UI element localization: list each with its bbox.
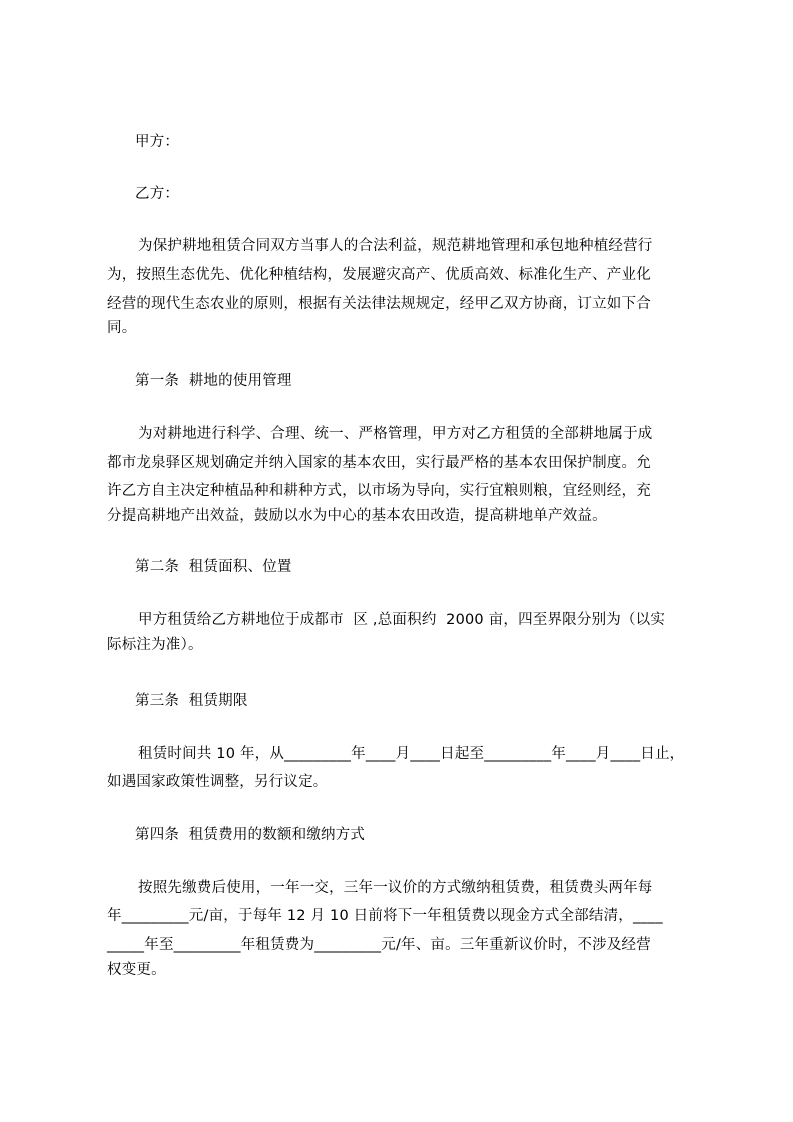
paragraph-line: 经营的现代生态农业的原则，根据有关法律法规规定，经甲乙双方协商，订立如下合 [107, 296, 651, 312]
paragraph-line: 权变更。 [107, 962, 166, 978]
paragraph-line: 同。 [107, 320, 137, 336]
paragraph-line: 如遇国家政策性调整，另行议定。 [107, 774, 328, 790]
paragraph-line: 为对耕地进行科学、合理、统一、严格管理，甲方对乙方租赁的全部耕地属于成 [138, 426, 653, 442]
article-2-heading: 第二条 租赁面积、位置 [135, 559, 292, 575]
paragraph-line: 年_________元/亩，于每年 12 月 10 日前将下一年租赁费以现金方式全部结清，____ [107, 908, 663, 924]
party-a-label: 甲方： [135, 134, 180, 150]
paragraph-line: 分提高耕地产出效益，鼓励以水为中心的基本农田改造，提高耕地单产效益。 [107, 508, 607, 524]
paragraph-line: 为，按照生态优先、优化种植结构，发展避灾高产、优质高效、标准化生产、产业化 [107, 267, 651, 283]
paragraph-line: 都市龙泉驿区规划确定并纳入国家的基本农田，实行最严格的基本农田保护制度。允 [107, 455, 651, 471]
article-3-heading: 第三条 租赁期限 [135, 693, 248, 709]
party-b-label: 乙方： [135, 186, 180, 202]
paragraph-line: _____年至_________年租赁费为_________元/年、亩。三年重新议价时，不涉及经营 [107, 937, 651, 953]
paragraph-line: 甲方租赁给乙方耕地位于成都市 区 ,总面积约 2000 亩，四至界限分别为（以实 [138, 612, 666, 628]
paragraph-line: 租赁时间共 10 年，从_________年____月____日起至_________年____月____日止， [138, 746, 685, 762]
article-4-heading: 第四条 租赁费用的数额和缴纳方式 [135, 827, 366, 843]
paragraph-line: 按照先缴费后使用，一年一交，三年一议价的方式缴纳租赁费，租赁费头两年每 [138, 880, 653, 896]
paragraph-line: 际标注为准）。 [107, 637, 203, 653]
article-1-heading: 第一条 耕地的使用管理 [135, 373, 292, 389]
paragraph-line: 许乙方自主决定种植品种和耕种方式，以市场为导向，实行宜粮则粮，宜经则经，充 [107, 483, 651, 499]
paragraph-line: 为保护耕地租赁合同双方当事人的合法利益，规范耕地管理和承包地种植经营行 [138, 238, 653, 254]
